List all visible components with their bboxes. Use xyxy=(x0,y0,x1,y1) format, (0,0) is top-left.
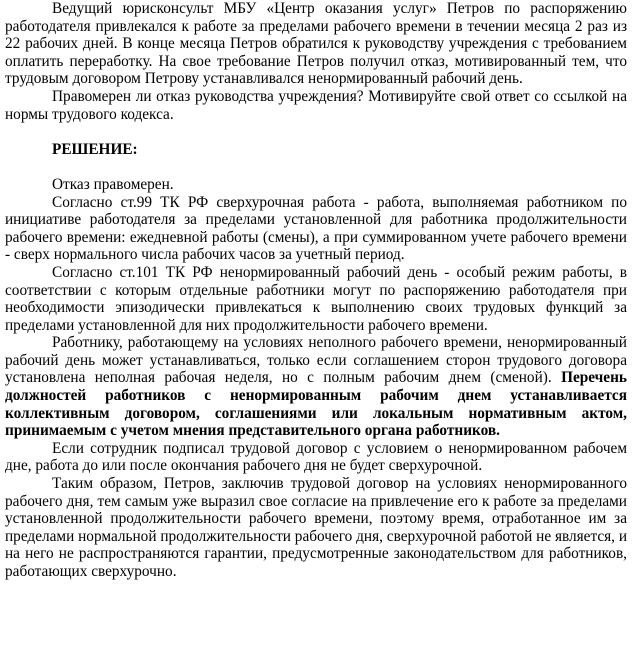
solution-heading: РЕШЕНИЕ: xyxy=(52,140,138,158)
solution-verdict: Отказ правомерен. xyxy=(52,175,174,193)
article-101-paragraph: Согласно ст.101 ТК РФ ненормированный рабочий день - особый режим работы, в соответствии с которым отдельные работники могут по распоряжению работодателя при необходимости эпизодически привлекаться к выполнению своих трудовых функций за пределами установленной для них продолжительности рабочего времени. xyxy=(5,263,627,334)
article-99-paragraph: Согласно ст.99 ТК РФ сверхурочная работа - работа, выполняемая работником по инициативе работодателя за пределами установленной для работника продолжительности рабочего времени: ежедневной работы (смены), а при суммированном учете рабочего времени - сверх нормального числа рабочих часов за учетный период. xyxy=(5,193,627,264)
task-paragraph: Ведущий юрисконсульт МБУ «Центр оказания услуг» Петров по распоряжению работодателя привлекался к работе за пределами рабочего времени в течении месяца 2 раз из 22 рабочих дней. В конце месяца Петров обратился к руководству учреждения с требованием оплатить переработку. На свое требование Петров получил отказ, мотивированный тем, что трудовым договором Петрову устанавливался ненормированный рабочий день. xyxy=(5,0,627,88)
part-time-text: Работнику, работающему на условиях неполного рабочего времени, ненормированный рабочий день может устанавливаться, только если соглашением сторон трудового договора установлена неполная рабочая неделя, но с полным рабочим днем (сменой). xyxy=(5,334,627,387)
conclusion-paragraph: Таким образом, Петров, заключив трудовой договор на условиях ненормированного рабочего дня, тем самым уже выразил свое согласие на привлечение его к работе за пределами установленной продолжительности рабочего времени, поэтому время, отработанное им за пределами нормальной продолжительности рабочего дня, сверхурочной работой не является, и на него не распространяются гарантии, предусмотренные законодательством для работников, работающих сверхурочно. xyxy=(5,475,627,580)
part-time-paragraph xyxy=(5,334,627,440)
document-body xyxy=(5,0,627,581)
task-question: Правомерен ли отказ руководства учреждения? Мотивируйте свой ответ со ссылкой на нормы трудового кодекса. xyxy=(5,87,627,123)
contract-condition-paragraph: Если сотрудник подписал трудовой договор с условием о ненормированном рабочем дне, работа до или после окончания рабочего дня не будет сверхурочной. xyxy=(5,439,627,475)
positions-list-bold-text: Перечень должностей работников с ненормированным рабочим днем устанавливается коллективным договором, соглашениями или локальным нормативным актом, принимаемым с учетом мнения представительного органа работников. xyxy=(5,369,628,440)
